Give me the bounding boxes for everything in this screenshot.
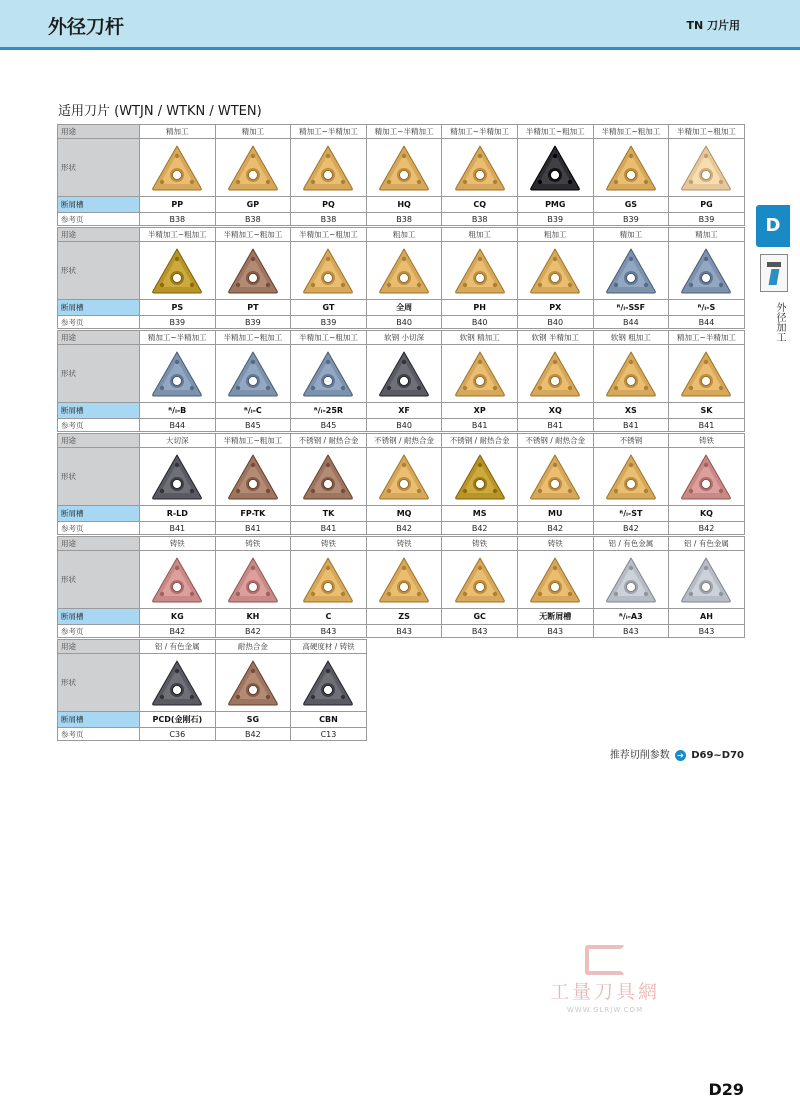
reference-page-cell[interactable]: B40 bbox=[366, 419, 442, 432]
reference-page-cell[interactable]: B38 bbox=[366, 213, 442, 226]
reference-page-cell[interactable]: B41 bbox=[291, 522, 367, 535]
insert-xq-icon bbox=[527, 348, 583, 400]
insert-shape-cell bbox=[291, 139, 367, 197]
application-cell: 铸铁 bbox=[291, 537, 367, 551]
reference-page-cell[interactable]: B41 bbox=[517, 419, 593, 432]
insert-gs-icon bbox=[603, 142, 659, 194]
chipbreaker-cell: ᴿ/ₗ-S bbox=[669, 300, 745, 316]
insert--s-icon bbox=[678, 245, 734, 297]
application-cell: 软钢 半精加工 bbox=[517, 331, 593, 345]
insert-hq-icon bbox=[376, 142, 432, 194]
chipbreaker-cell: KG bbox=[140, 609, 216, 625]
reference-page-cell[interactable]: B41 bbox=[215, 522, 291, 535]
insert-kh-icon bbox=[225, 554, 281, 606]
insert-shape-cell bbox=[442, 139, 518, 197]
insert-table-block bbox=[57, 536, 745, 638]
insert-tk-icon bbox=[300, 451, 356, 503]
insert-shape-cell bbox=[593, 242, 669, 300]
chipbreaker-cell: XP bbox=[442, 403, 518, 419]
row-label-shape: 形状 bbox=[58, 345, 140, 403]
turning-tool-icon bbox=[760, 254, 788, 292]
application-cell: 半精加工~粗加工 bbox=[291, 331, 367, 345]
cutting-params-link[interactable]: D69~D70 bbox=[691, 750, 744, 761]
insert-cq-icon bbox=[452, 142, 508, 194]
row-label-ref: 参考页 bbox=[58, 316, 140, 329]
chipbreaker-cell: CQ bbox=[442, 197, 518, 213]
application-cell: 精加工 bbox=[593, 228, 669, 242]
row-label-use: 用途 bbox=[58, 331, 140, 345]
reference-page-cell[interactable]: B41 bbox=[140, 522, 216, 535]
cutting-params-ref bbox=[610, 746, 744, 761]
header-tag: TN 刀片用 bbox=[686, 19, 740, 32]
insert-ph-icon bbox=[452, 245, 508, 297]
reference-page-cell[interactable]: B39 bbox=[517, 213, 593, 226]
insert--25r-icon bbox=[300, 348, 356, 400]
application-cell: 铸铁 bbox=[517, 537, 593, 551]
chipbreaker-cell: MS bbox=[442, 506, 518, 522]
application-cell: 粗加工 bbox=[442, 228, 518, 242]
row-label-use: 用途 bbox=[58, 640, 140, 654]
row-label-ref: 参考页 bbox=[58, 522, 140, 535]
insert-pg-icon bbox=[678, 142, 734, 194]
insert-shape-cell bbox=[215, 551, 291, 609]
cutting-params-text: 推荐切削参数 bbox=[609, 750, 670, 761]
application-cell: 精加工~半精加工 bbox=[291, 125, 367, 139]
row-label-ref: 参考页 bbox=[58, 625, 140, 638]
insert-table-block bbox=[57, 639, 367, 741]
reference-page-cell[interactable]: B44 bbox=[593, 316, 669, 329]
application-cell: 铸铁 bbox=[215, 537, 291, 551]
reference-page-cell[interactable]: B45 bbox=[291, 419, 367, 432]
insert-table-block bbox=[57, 124, 745, 226]
table-row-shape bbox=[58, 654, 367, 712]
chipbreaker-cell: MU bbox=[517, 506, 593, 522]
insert-shape-cell bbox=[140, 551, 216, 609]
application-cell: 精加工 bbox=[215, 125, 291, 139]
insert-shape-cell bbox=[291, 551, 367, 609]
insert-shape-cell bbox=[593, 345, 669, 403]
chipbreaker-cell: 无断屑槽 bbox=[517, 609, 593, 625]
chipbreaker-cell: 全周 bbox=[366, 300, 442, 316]
reference-page-cell[interactable]: C13 bbox=[291, 728, 367, 741]
application-cell: 半精加工~粗加工 bbox=[669, 125, 745, 139]
reference-page-cell[interactable]: B42 bbox=[366, 522, 442, 535]
insert-shape-cell bbox=[442, 551, 518, 609]
insert-shape-cell bbox=[291, 242, 367, 300]
reference-page-cell[interactable]: B39 bbox=[291, 316, 367, 329]
reference-page-cell[interactable]: B43 bbox=[291, 625, 367, 638]
application-cell: 耐热合金 bbox=[215, 640, 291, 654]
chipbreaker-cell: R-LD bbox=[140, 506, 216, 522]
application-cell: 不锈钢 / 耐热合金 bbox=[291, 434, 367, 448]
application-cell: 精加工~半精加工 bbox=[140, 331, 216, 345]
reference-page-cell[interactable]: B42 bbox=[517, 522, 593, 535]
insert-table-block bbox=[57, 227, 745, 329]
application-cell: 铝 / 有色金属 bbox=[593, 537, 669, 551]
application-cell: 软钢 精加工 bbox=[442, 331, 518, 345]
application-cell: 不锈钢 / 耐热合金 bbox=[517, 434, 593, 448]
insert-shape-cell bbox=[215, 448, 291, 506]
application-cell: 粗加工 bbox=[517, 228, 593, 242]
insert-shape-cell bbox=[517, 448, 593, 506]
insert-table-block bbox=[57, 330, 745, 432]
table-row-shape bbox=[58, 345, 745, 403]
insert-pq-icon bbox=[300, 142, 356, 194]
side-tab-letter[interactable]: D bbox=[756, 205, 790, 247]
application-cell: 精加工 bbox=[140, 125, 216, 139]
insert-mq-icon bbox=[376, 451, 432, 503]
insert-shape-cell bbox=[140, 139, 216, 197]
watermark-logo bbox=[585, 945, 625, 975]
table-row-shape bbox=[58, 448, 745, 506]
arrow-right-icon: ➔ bbox=[675, 750, 686, 761]
insert-shape-cell bbox=[517, 551, 593, 609]
chipbreaker-cell: PT bbox=[215, 300, 291, 316]
row-label-ref: 参考页 bbox=[58, 213, 140, 226]
application-cell: 半精加工~粗加工 bbox=[140, 228, 216, 242]
application-cell: 不锈钢 bbox=[593, 434, 669, 448]
chipbreaker-cell: MQ bbox=[366, 506, 442, 522]
reference-page-cell[interactable]: B40 bbox=[442, 316, 518, 329]
application-cell: 不锈钢 / 耐热合金 bbox=[442, 434, 518, 448]
application-cell: 半精加工~粗加工 bbox=[215, 331, 291, 345]
table-row-use bbox=[58, 537, 745, 551]
insert-gt-icon bbox=[300, 245, 356, 297]
table-row-use bbox=[58, 331, 745, 345]
reference-page-cell[interactable]: B42 bbox=[140, 625, 216, 638]
insert-shape-cell bbox=[366, 448, 442, 506]
table-row-chipbreaker bbox=[58, 300, 745, 316]
page-title: 外径刀杆 bbox=[48, 16, 125, 38]
chipbreaker-cell: GP bbox=[215, 197, 291, 213]
insert-zs-icon bbox=[376, 554, 432, 606]
row-label-shape: 形状 bbox=[58, 654, 140, 712]
chipbreaker-cell: TK bbox=[291, 506, 367, 522]
chipbreaker-cell: ZS bbox=[366, 609, 442, 625]
insert-shape-cell bbox=[442, 448, 518, 506]
insert-shape-cell bbox=[517, 345, 593, 403]
insert-shape-cell bbox=[140, 242, 216, 300]
chipbreaker-cell: ᴿ/ₗ-SSF bbox=[593, 300, 669, 316]
table-row-use bbox=[58, 228, 745, 242]
insert--st-icon bbox=[603, 451, 659, 503]
table-row-ref bbox=[58, 213, 745, 226]
insert-r-ld-icon bbox=[149, 451, 205, 503]
row-label-shape: 形状 bbox=[58, 551, 140, 609]
insert-xf-icon bbox=[376, 348, 432, 400]
insert-shape-cell bbox=[215, 139, 291, 197]
insert-ms-icon bbox=[452, 451, 508, 503]
insert--ssf-icon bbox=[603, 245, 659, 297]
row-label-shape: 形状 bbox=[58, 448, 140, 506]
insert-shape-cell bbox=[366, 551, 442, 609]
reference-page-cell[interactable]: B41 bbox=[442, 419, 518, 432]
insert-xp-icon bbox=[452, 348, 508, 400]
reference-page-cell[interactable]: B39 bbox=[593, 213, 669, 226]
reference-page-cell[interactable]: B43 bbox=[366, 625, 442, 638]
chipbreaker-cell: PCD(金刚石) bbox=[140, 712, 216, 728]
table-row-ref bbox=[58, 316, 745, 329]
application-cell: 半精加工~粗加工 bbox=[593, 125, 669, 139]
insert-shape-cell bbox=[669, 448, 745, 506]
table-row-ref bbox=[58, 522, 745, 535]
row-label-use: 用途 bbox=[58, 537, 140, 551]
chipbreaker-cell: PQ bbox=[291, 197, 367, 213]
insert-gp-icon bbox=[225, 142, 281, 194]
chipbreaker-cell: GC bbox=[442, 609, 518, 625]
watermark-name: 工量刀具網 bbox=[549, 981, 660, 1003]
chipbreaker-cell: PX bbox=[517, 300, 593, 316]
insert-shape-cell bbox=[593, 551, 669, 609]
application-cell: 铝 / 有色金属 bbox=[140, 640, 216, 654]
insert-shape-cell bbox=[669, 139, 745, 197]
reference-page-cell[interactable]: B40 bbox=[366, 316, 442, 329]
application-cell: 精加工~半精加工 bbox=[366, 125, 442, 139]
application-cell: 半精加工~粗加工 bbox=[215, 228, 291, 242]
watermark-url: WWW.GLRJW.COM bbox=[566, 1006, 644, 1014]
application-cell: 不锈钢 / 耐热合金 bbox=[366, 434, 442, 448]
insert-cbn-icon bbox=[300, 657, 356, 709]
chipbreaker-cell: ᴿ/ₗ-C bbox=[215, 403, 291, 419]
chipbreaker-cell: PH bbox=[442, 300, 518, 316]
row-label-chipbreaker: 断屑槽 bbox=[58, 506, 140, 522]
chipbreaker-cell: PMG bbox=[517, 197, 593, 213]
reference-page-cell[interactable]: B38 bbox=[215, 213, 291, 226]
insert-sk-icon bbox=[678, 348, 734, 400]
application-cell: 半精加工~粗加工 bbox=[291, 228, 367, 242]
chipbreaker-cell: GS bbox=[593, 197, 669, 213]
chipbreaker-cell: CBN bbox=[291, 712, 367, 728]
application-cell: 半精加工~粗加工 bbox=[215, 434, 291, 448]
watermark bbox=[540, 945, 670, 1014]
insert-shape-cell bbox=[669, 551, 745, 609]
insert-shape-cell bbox=[366, 242, 442, 300]
row-label-shape: 形状 bbox=[58, 242, 140, 300]
row-label-chipbreaker: 断屑槽 bbox=[58, 712, 140, 728]
reference-page-cell[interactable]: B42 bbox=[215, 728, 291, 741]
insert-px-icon bbox=[527, 245, 583, 297]
insert---icon bbox=[527, 554, 583, 606]
reference-page-cell[interactable]: B39 bbox=[669, 213, 745, 226]
reference-page-cell[interactable]: B43 bbox=[442, 625, 518, 638]
chipbreaker-cell: ᴿ/ₗ-25R bbox=[291, 403, 367, 419]
page-number: D29 bbox=[708, 1080, 744, 1099]
insert-shape-cell bbox=[291, 345, 367, 403]
insert-shape-cell bbox=[366, 345, 442, 403]
chipbreaker-cell: HQ bbox=[366, 197, 442, 213]
table-row-chipbreaker bbox=[58, 506, 745, 522]
insert--c-icon bbox=[225, 348, 281, 400]
insert-pcd--icon bbox=[149, 657, 205, 709]
table-row-ref bbox=[58, 728, 367, 741]
insert-shape-cell bbox=[442, 242, 518, 300]
reference-page-cell[interactable]: B44 bbox=[669, 316, 745, 329]
application-cell: 铸铁 bbox=[442, 537, 518, 551]
insert-shape-cell bbox=[442, 345, 518, 403]
insert-shape-cell bbox=[140, 654, 216, 712]
chipbreaker-cell: C bbox=[291, 609, 367, 625]
application-cell: 铝 / 有色金属 bbox=[669, 537, 745, 551]
reference-page-cell[interactable]: B42 bbox=[215, 625, 291, 638]
table-row-chipbreaker bbox=[58, 712, 367, 728]
insert-shape-cell bbox=[593, 139, 669, 197]
reference-page-cell[interactable]: B38 bbox=[140, 213, 216, 226]
insert-table-block bbox=[57, 433, 745, 535]
application-cell: 高硬度材 / 铸铁 bbox=[291, 640, 367, 654]
insert-fp-tk-icon bbox=[225, 451, 281, 503]
side-tab-label: 外径加工 bbox=[774, 302, 785, 342]
row-label-chipbreaker: 断屑槽 bbox=[58, 197, 140, 213]
table-row-ref bbox=[58, 419, 745, 432]
insert-mu-icon bbox=[527, 451, 583, 503]
insert-shape-cell bbox=[517, 242, 593, 300]
row-label-use: 用途 bbox=[58, 434, 140, 448]
chipbreaker-cell: ᴿ/ₗ-B bbox=[140, 403, 216, 419]
chipbreaker-cell: ᴿ/ₗ-ST bbox=[593, 506, 669, 522]
application-cell: 精加工~半精加工 bbox=[669, 331, 745, 345]
reference-page-cell[interactable]: B40 bbox=[517, 316, 593, 329]
table-row-chipbreaker bbox=[58, 403, 745, 419]
reference-page-cell[interactable]: B43 bbox=[517, 625, 593, 638]
chipbreaker-cell: PG bbox=[669, 197, 745, 213]
insert-kq-icon bbox=[678, 451, 734, 503]
application-cell: 软钢 小切深 bbox=[366, 331, 442, 345]
table-row-shape bbox=[58, 242, 745, 300]
chipbreaker-cell: ᴿ/ₗ-A3 bbox=[593, 609, 669, 625]
chipbreaker-cell: KQ bbox=[669, 506, 745, 522]
reference-page-cell[interactable]: B38 bbox=[442, 213, 518, 226]
chipbreaker-cell: KH bbox=[215, 609, 291, 625]
application-cell: 铸铁 bbox=[140, 537, 216, 551]
insert-shape-cell bbox=[215, 242, 291, 300]
table-row-shape bbox=[58, 551, 745, 609]
reference-page-cell[interactable]: B43 bbox=[669, 625, 745, 638]
insert-shape-cell bbox=[291, 448, 367, 506]
application-cell: 大切深 bbox=[140, 434, 216, 448]
chipbreaker-cell: GT bbox=[291, 300, 367, 316]
insert-shape-cell bbox=[291, 654, 367, 712]
application-cell: 精加工 bbox=[669, 228, 745, 242]
insert-shape-cell bbox=[669, 345, 745, 403]
reference-page-cell[interactable]: B41 bbox=[593, 419, 669, 432]
reference-page-cell[interactable]: B39 bbox=[215, 316, 291, 329]
reference-page-cell[interactable]: B41 bbox=[669, 419, 745, 432]
application-cell: 软钢 粗加工 bbox=[593, 331, 669, 345]
reference-page-cell[interactable]: B42 bbox=[442, 522, 518, 535]
insert-shape-cell bbox=[593, 448, 669, 506]
reference-page-cell[interactable]: C36 bbox=[140, 728, 216, 741]
chipbreaker-cell: XF bbox=[366, 403, 442, 419]
insert-pmg-icon bbox=[527, 142, 583, 194]
insert-shape-cell bbox=[366, 139, 442, 197]
insert-xs-icon bbox=[603, 348, 659, 400]
chipbreaker-cell: XQ bbox=[517, 403, 593, 419]
insert---icon bbox=[376, 245, 432, 297]
insert-gc-icon bbox=[452, 554, 508, 606]
application-cell: 铸铁 bbox=[366, 537, 442, 551]
chipbreaker-cell: SK bbox=[669, 403, 745, 419]
application-cell: 粗加工 bbox=[366, 228, 442, 242]
row-label-ref: 参考页 bbox=[58, 728, 140, 741]
reference-page-cell[interactable]: B44 bbox=[140, 419, 216, 432]
application-cell: 半精加工~粗加工 bbox=[517, 125, 593, 139]
insert-shape-cell bbox=[140, 345, 216, 403]
chipbreaker-cell: PP bbox=[140, 197, 216, 213]
row-label-use: 用途 bbox=[58, 228, 140, 242]
insert-shape-cell bbox=[140, 448, 216, 506]
table-row-chipbreaker bbox=[58, 197, 745, 213]
insert-shape-cell bbox=[215, 345, 291, 403]
reference-page-cell[interactable]: B38 bbox=[291, 213, 367, 226]
insert-pt-icon bbox=[225, 245, 281, 297]
insert-c-icon bbox=[300, 554, 356, 606]
row-label-chipbreaker: 断屑槽 bbox=[58, 300, 140, 316]
row-label-chipbreaker: 断屑槽 bbox=[58, 609, 140, 625]
insert-ah-icon bbox=[678, 554, 734, 606]
table-row-shape bbox=[58, 139, 745, 197]
insert-shape-cell bbox=[215, 654, 291, 712]
insert-sg-icon bbox=[225, 657, 281, 709]
table-row-use bbox=[58, 434, 745, 448]
row-label-use: 用途 bbox=[58, 125, 140, 139]
insert-shape-cell bbox=[517, 139, 593, 197]
reference-page-cell[interactable]: B42 bbox=[593, 522, 669, 535]
insert-pp-icon bbox=[149, 142, 205, 194]
page-header bbox=[0, 0, 800, 50]
row-label-shape: 形状 bbox=[58, 139, 140, 197]
insert--b-icon bbox=[149, 348, 205, 400]
reference-page-cell[interactable]: B39 bbox=[140, 316, 216, 329]
row-label-ref: 参考页 bbox=[58, 419, 140, 432]
reference-page-cell[interactable]: B42 bbox=[669, 522, 745, 535]
table-row-chipbreaker bbox=[58, 609, 745, 625]
table-row-ref bbox=[58, 625, 745, 638]
chipbreaker-cell: XS bbox=[593, 403, 669, 419]
insert--a3-icon bbox=[603, 554, 659, 606]
insert-ps-icon bbox=[149, 245, 205, 297]
row-label-chipbreaker: 断屑槽 bbox=[58, 403, 140, 419]
application-cell: 铸铁 bbox=[669, 434, 745, 448]
table-row-use bbox=[58, 640, 367, 654]
chipbreaker-cell: SG bbox=[215, 712, 291, 728]
reference-page-cell[interactable]: B45 bbox=[215, 419, 291, 432]
application-cell: 精加工~半精加工 bbox=[442, 125, 518, 139]
insert-shape-cell bbox=[669, 242, 745, 300]
chipbreaker-cell: AH bbox=[669, 609, 745, 625]
insert-kg-icon bbox=[149, 554, 205, 606]
table-row-use bbox=[58, 125, 745, 139]
section-title: 适用刀片 (WTJN / WTKN / WTEN) bbox=[58, 104, 262, 119]
chipbreaker-cell: FP-TK bbox=[215, 506, 291, 522]
chipbreaker-cell: PS bbox=[140, 300, 216, 316]
reference-page-cell[interactable]: B43 bbox=[593, 625, 669, 638]
